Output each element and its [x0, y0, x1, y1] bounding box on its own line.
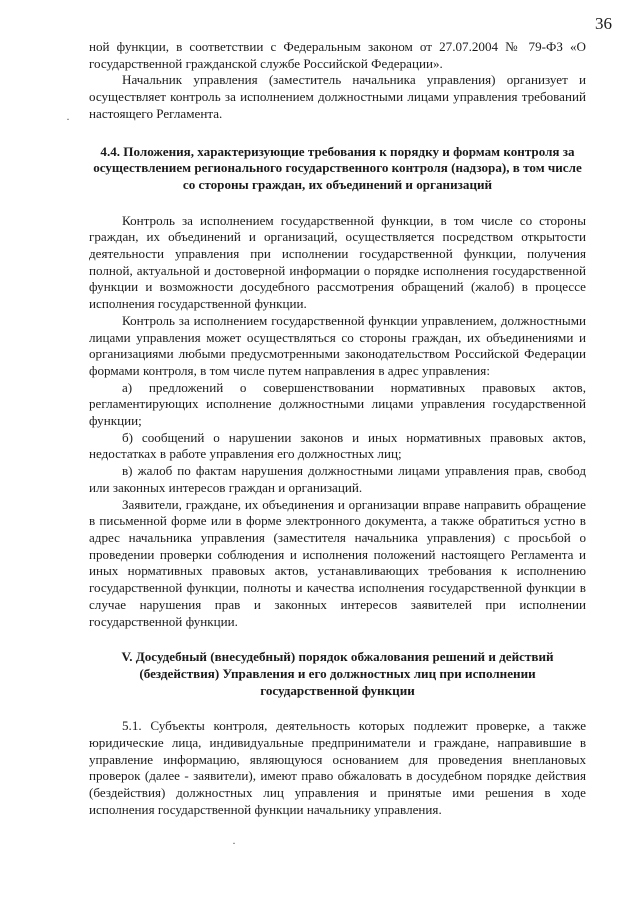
intro-paragraph-control: Начальник управления (заместитель начальника управления) организует и осуществляет контроль за исполнением должностными лицами управления требований настоящего Регламента. — [89, 72, 586, 121]
section-v-heading: V. Досудебный (внесудебный) порядок обжалования решений и действий (бездействия) Управления и его должностных лиц при исполнении государственной функции — [121, 649, 554, 698]
scan-speck: · — [232, 836, 236, 850]
section-v-paragraph: 5.1. Субъекты контроля, деятельность которых подлежит проверке, а также юридические лица, индивидуальные предприниматели и граждане, направившие в управление информацию, являющуюся основанием для проведения внеплановых проверок (далее - заявители), имеют право обжаловать в досудебном порядке действия (бездействия) должностных лиц управления и принятые ими решения в ходе исполнения государственной функции начальнику управления. — [89, 718, 586, 817]
document-body — [89, 39, 586, 819]
list-item-a: а) предложений о совершенствовании нормативных правовых актов, регламентирующих исполнение должностными лицами управления государственной функции; — [89, 379, 586, 429]
list-item-b: б) сообщений о нарушении законов и иных нормативных правовых актов, недостатках в работе управления его должностных лиц; — [89, 429, 586, 462]
page-number: 36 — [595, 14, 612, 33]
intro-paragraph-continuation: ной функции, в соответствии с Федеральным законом от 27.07.2004 № 79-ФЗ «О государственной гражданской службе Российской Федерации». — [89, 39, 586, 71]
section-4-4-paragraph: Контроль за исполнением государственной функции, в том числе со стороны граждан, их объединений и организаций, осуществляется посредством открытости деятельности управления при исполнении государственной функции, получения полной, актуальной и достоверной информации о порядке исполнения государственной функции и возможности досудебного рассмотрения обращений (жалоб) в процессе исполнения государственной функции. — [89, 212, 586, 312]
section-4-4-heading: 4.4. Положения, характеризующие требования к порядку и формам контроля за осуществлением регионального государственного контроля (надзора), в том числе со стороны граждан, их объединений и организаций — [93, 143, 582, 192]
list-item-c: в) жалоб по фактам нарушения должностными лицами управления прав, свобод или законных интересов граждан и организаций. — [89, 463, 586, 495]
section-4-4-paragraph: Контроль за исполнением государственной функции управлением, должностными лицами управления может осуществляться со стороны граждан, их объединениями и организациями любыми предусмотренными законодательством Российской Федерации формами контроля, в том числе путем направления в адрес управления: — [89, 312, 586, 378]
scan-speck: · — [66, 112, 70, 126]
section-4-4-paragraph: Заявители, граждане, их объединения и организации вправе направить обращение в письменной форме или в форме электронного документа, а также обратиться устно в адрес начальника управления (заместителя начальника управления) с просьбой о проведении проверки соблюдения и исполнения положений настоящего Регламента и иных нормативных правовых актов, устанавливающих требования к исполнению государственной функции, полноты и качества исполнения государственной функции в случае нарушения прав и законных интересов заявителей при исполнении государственной функции. — [89, 496, 586, 629]
